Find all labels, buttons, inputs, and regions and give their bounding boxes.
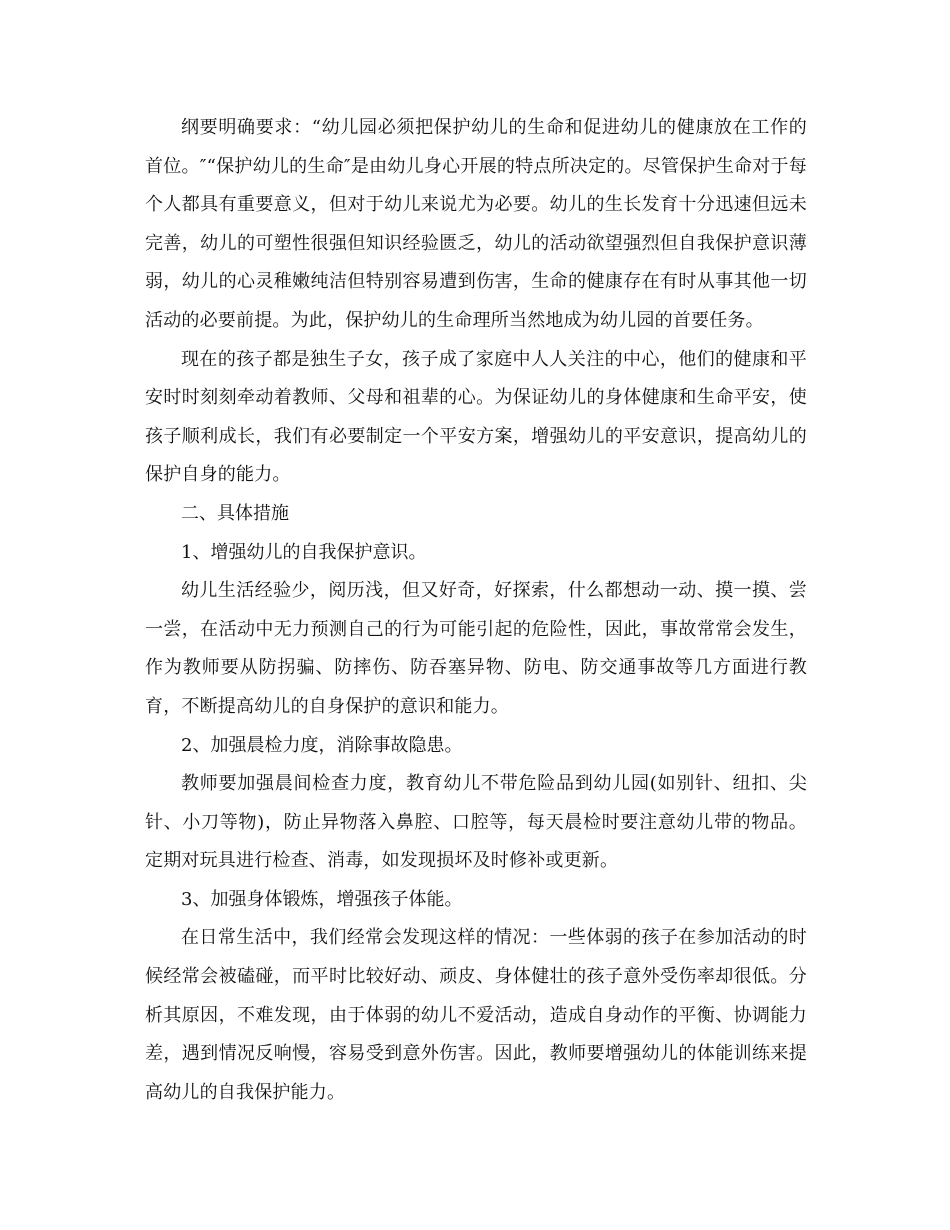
subheading-3: 3、加强身体锻炼，增强孩子体能。 xyxy=(181,888,463,910)
paragraph-2: 现在的孩子都是独生子女，孩子成了家庭中人人关注的中心，他们的健康和平安时时刻刻牵动着教师、父母和祖辈的心。为保证幼儿的身体健康和生命平安，使孩子顺利成长，我们有必要制定一个平安方案，增强幼儿的平安意识，提高幼儿的保护自身的能力。 xyxy=(145,348,807,486)
section-heading-measures: 二、具体措施 xyxy=(181,502,289,524)
paragraph-4: 教师要加强晨间检查力度，教育幼儿不带危险品到幼儿园(如别针、纽扣、尖针、小刀等物)，防止异物落入鼻腔、口腔等，每天晨检时要注意幼儿带的物品。定期对玩具进行检查、消毒，如发现损坏及时修补或更新。 xyxy=(145,773,807,872)
subheading-1: 1、增强幼儿的自我保护意识。 xyxy=(181,541,427,563)
paragraph-1: 纲要明确要求：“幼儿园必须把保护幼儿的生命和促进幼儿的健康放在工作的首位。″“保护幼儿的生命″是由幼儿身心开展的特点所决定的。尽管保护生命对于每个人都具有重要意义，但对于幼儿来说尤为必要。幼儿的生长发育十分迅速但远未完善，幼儿的可塑性很强但知识经验匮乏，幼儿的活动欲望强烈但自我保护意识薄弱，幼儿的心灵稚嫩纯洁但特别容易遭到伤害，生命的健康存在有时从事其他一切活动的必要前提。为此，保护幼儿的生命理所当然地成为幼儿园的首要任务。 xyxy=(145,117,807,331)
paragraph-3: 幼儿生活经验少，阅历浅，但又好奇，好探索，什么都想动一动、摸一摸、尝一尝，在活动中无力预测自己的行为可能引起的危险性，因此，事故常常会发生，作为教师要从防拐骗、防摔伤、防吞塞异物、防电、防交通事故等几方面进行教育，不断提高幼儿的自身保护的意识和能力。 xyxy=(145,580,807,717)
subheading-2: 2、加强晨检力度，消除事故隐患。 xyxy=(181,734,463,756)
document-page xyxy=(145,109,807,1112)
paragraph-5: 在日常生活中，我们经常会发现这样的情况：一些体弱的孩子在参加活动的时候经常会被磕碰，而平时比较好动、顽皮、身体健壮的孩子意外受伤率却很低。分析其原因，不难发现，由于体弱的幼儿不爱活动，造成自身动作的平衡、协调能力差，遇到情况反响慢，容易受到意外伤害。因此，教师要增强幼儿的体能训练来提高幼儿的自我保护能力。 xyxy=(145,927,807,1103)
